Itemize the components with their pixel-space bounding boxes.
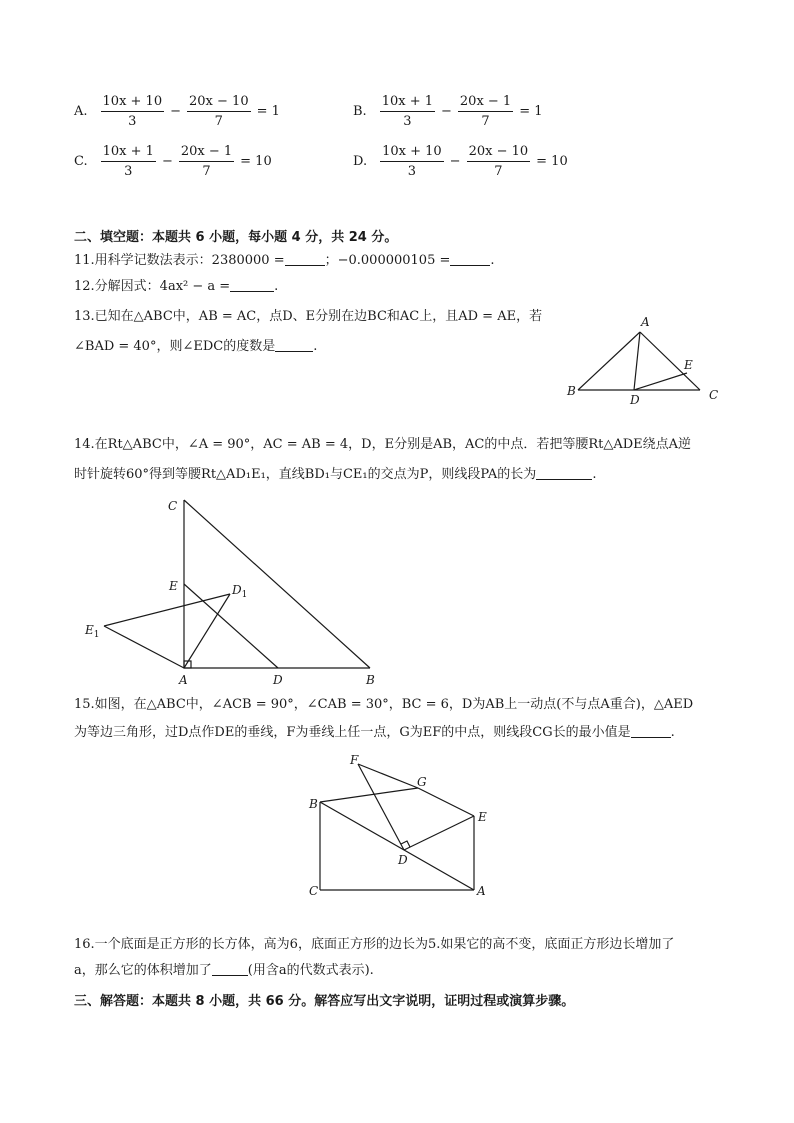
- q14-text-a: 时针旋转60°得到等腰Rt△AD₁E₁，直线BD₁与CE₁的交点为P，则线段PA的长为: [74, 467, 537, 482]
- label-d1: [231, 583, 247, 600]
- label-b: B: [366, 673, 375, 687]
- edge-e1d1: [104, 594, 230, 626]
- label-d: D: [630, 393, 640, 407]
- label-e1: [84, 623, 100, 640]
- q11-answer-blank-2[interactable]: [450, 265, 490, 266]
- operator: −: [170, 104, 182, 119]
- label-e1-sub: 1: [93, 630, 100, 640]
- label-d1-main: D: [232, 583, 242, 597]
- q12-text-b: .: [274, 279, 279, 294]
- fraction: [380, 94, 435, 129]
- fraction: [101, 94, 165, 129]
- q15-text-b: .: [670, 725, 675, 740]
- label-d: D: [273, 673, 283, 687]
- question-12: [74, 274, 278, 300]
- question-16-line-1: 16.一个底面是正方形的长方体，高为6，底面正方形的边长为5.如果它的高不变，底面正方形边长增加了: [74, 937, 675, 952]
- question-15-line-1: 15.如图，在△ABC中，∠ACB = 90°，∠CAB = 30°，BC = 6，D为AB上一动点(不与点A重合)，△AED: [74, 697, 694, 712]
- numerator: 20x − 1: [179, 144, 234, 162]
- operator: −: [161, 154, 173, 169]
- label-b: B: [309, 797, 318, 811]
- section-3-heading: 三、解答题：本题共 8 小题，共 66 分。解答应写出文字说明，证明过程或演算步骤。: [74, 994, 575, 1009]
- label-f: F: [350, 753, 359, 767]
- q16-text-b: (用含a的代数式表示).: [247, 963, 374, 978]
- option-label: B.: [353, 104, 367, 119]
- edge-bg: [320, 788, 418, 802]
- label-d: D: [398, 853, 408, 867]
- edge-de: [404, 816, 474, 850]
- q15-answer-blank[interactable]: [631, 737, 671, 738]
- numerator: 20x − 10: [187, 94, 251, 112]
- label-a: A: [641, 315, 650, 329]
- edge-ad: [634, 332, 640, 390]
- edge-cb: [184, 500, 370, 668]
- rhs: = 10: [240, 154, 272, 169]
- denominator: 7: [494, 164, 503, 179]
- q16-text-a: a，那么它的体积增加了: [74, 963, 212, 978]
- rhs: = 1: [519, 104, 543, 119]
- edge-ab: [578, 332, 640, 390]
- label-c: C: [709, 388, 719, 402]
- option-c: [74, 144, 275, 179]
- operator: −: [441, 104, 452, 119]
- label-d1-sub: 1: [241, 590, 248, 600]
- numerator: 10x + 10: [101, 94, 165, 112]
- q11-text-c: .: [490, 253, 495, 268]
- fraction: [458, 94, 513, 129]
- q11-answer-blank-1[interactable]: [285, 265, 325, 266]
- fraction: [467, 144, 531, 179]
- numerator: 20x − 1: [458, 94, 513, 112]
- label-c: C: [309, 884, 319, 898]
- denominator: 3: [128, 114, 137, 129]
- question-14-line-2: [74, 462, 596, 488]
- q16-answer-blank[interactable]: [212, 975, 248, 976]
- denominator: 7: [202, 164, 211, 179]
- fraction: [380, 144, 444, 179]
- q13-text-b: .: [313, 339, 318, 354]
- rhs: = 1: [256, 104, 280, 119]
- label-e: E: [169, 579, 178, 593]
- edge-ge: [418, 788, 474, 816]
- option-label: C.: [74, 154, 88, 169]
- question-15-line-2: [74, 720, 675, 746]
- q15-text-a: 为等边三角形，过D点作DE的垂线，F为垂线上任一点，G为EF的中点，则线段CG长的最小值是: [74, 725, 631, 740]
- q12-answer-blank[interactable]: [230, 291, 274, 292]
- figure-15: [300, 752, 500, 902]
- edge-ab: [320, 802, 474, 890]
- rhs: = 10: [536, 154, 568, 169]
- option-label: A.: [74, 104, 88, 119]
- edge-e1a: [104, 626, 184, 668]
- fraction: [101, 144, 156, 179]
- numerator: 20x − 10: [467, 144, 531, 162]
- question-13-line-1: 13.已知在△ABC中，AB = AC，点D、E分别在边BC和AC上，且AD = AE，若: [74, 309, 543, 324]
- label-c: C: [168, 499, 178, 513]
- q11-text-a: 11.用科学记数法表示：2380000 =: [74, 253, 285, 268]
- denominator: 3: [407, 164, 417, 179]
- fraction: [179, 144, 234, 179]
- question-16-line-2: [74, 958, 374, 984]
- q13-text-a: ∠BAD = 40°，则∠EDC的度数是: [74, 339, 276, 354]
- label-a: A: [179, 673, 188, 687]
- q12-text-a: 12.分解因式：4ax² − a =: [74, 279, 231, 294]
- numerator: 10x + 1: [380, 94, 435, 112]
- label-e1-main: E: [85, 623, 94, 637]
- label-g: G: [417, 775, 427, 789]
- q14-answer-blank[interactable]: [536, 479, 592, 480]
- label-b: B: [567, 384, 576, 398]
- label-e: E: [684, 358, 693, 372]
- numerator: 10x + 1: [101, 144, 156, 162]
- option-a: [74, 94, 283, 129]
- numerator: 10x + 10: [380, 144, 444, 162]
- figure-13: [560, 310, 730, 410]
- denominator: 3: [403, 114, 412, 129]
- label-e: E: [478, 810, 487, 824]
- denominator: 7: [481, 114, 490, 129]
- option-label: D.: [353, 154, 368, 169]
- question-14-line-1: 14.在Rt△ABC中，∠A = 90°，AC = AB = 4，D，E分别是AB，AC的中点．若把等腰Rt△ADE绕点A逆: [74, 437, 692, 452]
- q11-text-b: ；−0.000000105 =: [324, 253, 451, 268]
- fraction: [187, 94, 251, 129]
- edge-fg: [358, 764, 418, 788]
- q14-text-b: .: [592, 467, 597, 482]
- edge-ed: [184, 584, 278, 668]
- denominator: 3: [124, 164, 133, 179]
- label-a: A: [477, 884, 486, 898]
- option-b: [353, 94, 546, 129]
- figure-14: [80, 492, 390, 692]
- section-2-heading: 二、填空题：本题共 6 小题，每小题 4 分，共 24 分。: [74, 230, 398, 245]
- operator: −: [449, 154, 461, 169]
- option-d: [353, 144, 571, 179]
- denominator: 7: [214, 114, 223, 129]
- question-13-line-2: [74, 334, 317, 360]
- q13-answer-blank[interactable]: [275, 351, 313, 352]
- edge-de: [634, 373, 687, 390]
- question-11: [74, 248, 495, 274]
